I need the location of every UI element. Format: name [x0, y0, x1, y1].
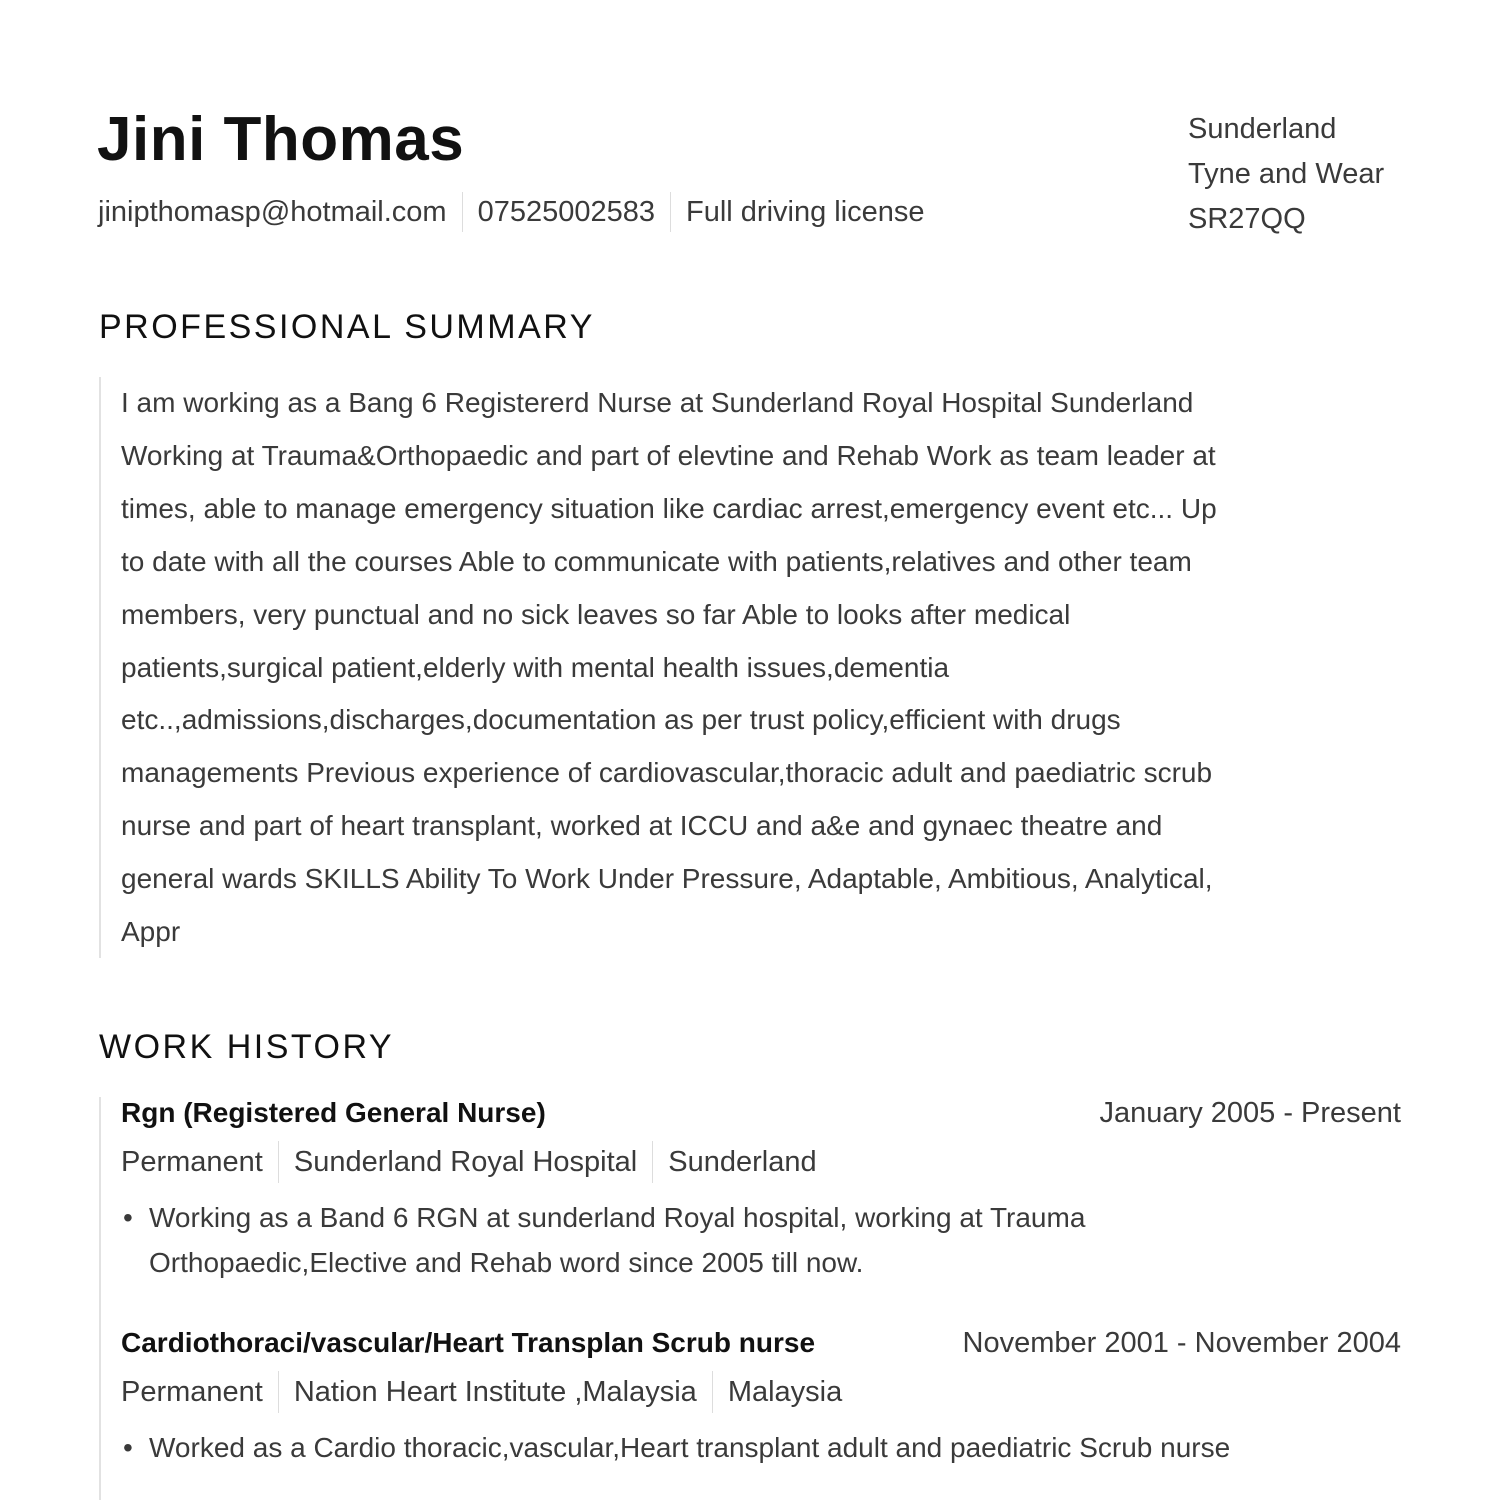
- bullet-line: Orthopaedic,Elective and Rehab word since 2005 till now.: [149, 1247, 864, 1278]
- driving-license: Full driving license: [686, 195, 925, 228]
- summary-line: I am working as a Bang 6 Registererd Nurse at Sunderland Royal Hospital Sunderland: [121, 387, 1194, 418]
- job-type: Permanent: [121, 1145, 263, 1178]
- divider: [278, 1141, 279, 1183]
- job-location: Malaysia: [727, 1375, 843, 1408]
- job-title: Cardiothoraci/vascular/Heart Transplan Scrub nurse: [121, 1327, 816, 1358]
- job-entry: [121, 1327, 1401, 1470]
- summary-line: general wards SKILLS Ability To Work Under Pressure, Adaptable, Ambitious, Analytical,: [121, 863, 1213, 895]
- job-location: Sunderland: [668, 1145, 817, 1178]
- job-meta: [121, 1371, 1401, 1413]
- job-dates: January 2005 - Present: [1099, 1097, 1401, 1129]
- divider: [712, 1371, 713, 1413]
- phone: 07525002583: [477, 195, 656, 228]
- summary-line: patients,surgical patient,elderly with mental health issues,dementia: [121, 651, 950, 683]
- summary-line: managements Previous experience of cardiovascular,thoracic adult and paediatric scrub: [121, 757, 1213, 789]
- summary-line: etc..,admissions,discharges,documentation as per trust policy,efficient with drugs: [121, 704, 1121, 736]
- section-heading-work-history: WORK HISTORY: [99, 1028, 395, 1066]
- summary-line: to date with all the courses Able to communicate with patients,relatives and other team: [121, 545, 1192, 577]
- job-type: Permanent: [121, 1375, 263, 1408]
- address-postcode: SR27QQ: [1188, 203, 1306, 235]
- summary-text: [99, 377, 1217, 958]
- work-history: [99, 1097, 1421, 1500]
- bullet-line: • Worked as a Cardio thoracic,vascular,Heart transplant adult and paediatric Scrub nurse: [149, 1432, 1231, 1463]
- candidate-name: Jini Thomas: [97, 105, 465, 174]
- divider: [652, 1141, 653, 1183]
- job-dates: November 2001 - November 2004: [962, 1327, 1401, 1359]
- job-employer: Sunderland Royal Hospital: [293, 1145, 638, 1178]
- summary-line: Appr: [121, 916, 181, 948]
- job-bullet: [121, 1425, 1401, 1470]
- summary-line: members, very punctual and no sick leaves so far Able to looks after medical: [121, 598, 1071, 630]
- job-bullet: [121, 1195, 1401, 1285]
- job-title: Rgn (Registered General Nurse): [121, 1097, 546, 1128]
- job-bullets: [121, 1195, 1401, 1285]
- divider: [670, 192, 671, 232]
- address-county: Tyne and Wear: [1188, 158, 1385, 190]
- address: [1188, 107, 1384, 242]
- job-meta: [121, 1141, 1401, 1183]
- email[interactable]: jinipthomasp@hotmail.com: [98, 195, 447, 228]
- divider: [278, 1371, 279, 1413]
- job-employer: Nation Heart Institute ,Malaysia: [293, 1375, 697, 1408]
- section-heading-summary: PROFESSIONAL SUMMARY: [99, 308, 595, 346]
- divider: [462, 192, 463, 232]
- job-bullets: [121, 1425, 1401, 1470]
- job-entry: [121, 1097, 1401, 1285]
- summary-line: Working at Trauma&Orthopaedic and part of elevtine and Rehab Work as team leader at: [121, 439, 1216, 471]
- summary-line: nurse and part of heart transplant, worked at ICCU and a&e and gynaec theatre and: [121, 810, 1163, 842]
- bullet-line: • Working as a Band 6 RGN at sunderland Royal hospital, working at Trauma: [149, 1202, 1086, 1233]
- summary-line: times, able to manage emergency situation like cardiac arrest,emergency event etc... Up: [121, 492, 1217, 524]
- contact-line: [98, 192, 925, 232]
- address-city: Sunderland: [1188, 113, 1337, 145]
